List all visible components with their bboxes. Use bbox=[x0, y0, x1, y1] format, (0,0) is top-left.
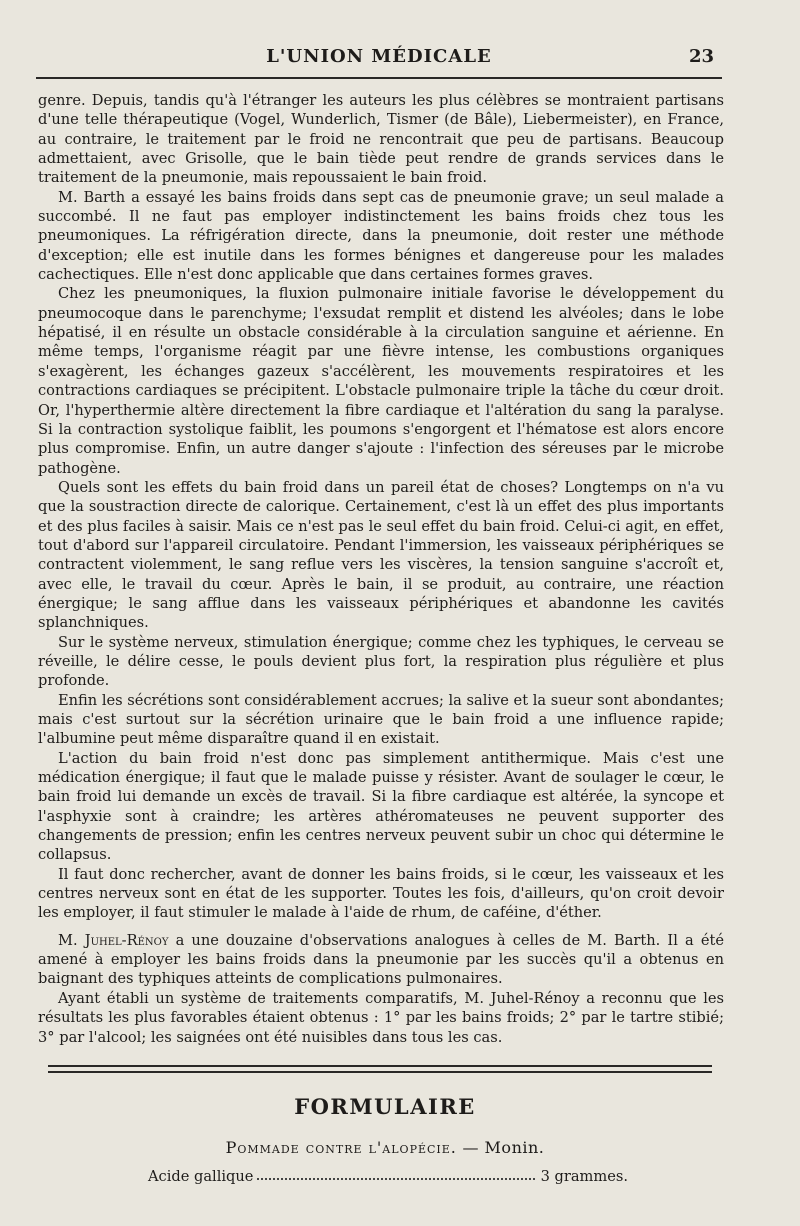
formula-name: Pommade contre l'alopécie. bbox=[225, 1138, 457, 1157]
article-body bbox=[38, 91, 724, 1047]
paragraph: Quels sont les effets du bain froid dans un pareil état de choses? Longtemps on n'a vu que la soustraction directe de calorique. Certainement, c'est là un effet des plus importants et des plus faciles à saisir. Mais ce n'est pas le seul effet du bain froid. Celui-ci agit, en effet, tout d'abord sur l'appareil circulatoire. Pendant l'immersion, les vaisseaux périphériques se contractent violemment, le sang reflue vers les viscères, la tension sanguine s'accroît et, avec elle, le travail du cœur. Après le bain, il se produit, au contraire, une réaction énergique; le sang afflue dans les vaisseaux périphériques et abandonne les cavités splanchniques. bbox=[38, 478, 724, 632]
paragraph: Enfin les sécrétions sont considérablement accrues; la salive et la sueur sont abondantes; mais c'est surtout sur la sécrétion urinaire que le bain froid a une influence rapide; l'albumine peut même disparaître quand il en existait. bbox=[38, 691, 724, 748]
header-rule bbox=[36, 77, 722, 79]
running-title: L'UNION MÉDICALE bbox=[266, 46, 492, 67]
section-title: FORMULAIRE bbox=[294, 1094, 476, 1119]
paragraph: L'action du bain froid n'est donc pas simplement antithermique. Mais c'est une médication énergique; il faut que le malade puisse y résister. Avant de soulager le cœur, le bain froid lui demande un excès de travail. Si la fibre cardiaque est altérée, la syncope et l'asphyxie sont à craindre; les artères athéromateuses ne peuvent supporter des changements de pression; enfin les centres nerveux peuvent subir un choc qui détermine le collapsus. bbox=[38, 749, 724, 864]
paragraph bbox=[38, 931, 724, 989]
paragraph: genre. Depuis, tandis qu'à l'étranger les auteurs les plus célèbres se montraient partisans d'une telle thérapeutique (Vogel, Wunderlich, Tismer (de Bâle), Liebermeister), en France, au contraire, le traitement par le froid ne rencontrait que peu de partisans. Beaucoup admettaient, avec Grisolle, que le bain tiède peut rendre de grands services dans le traitement de la pneumonie, mais repoussaient le bain froid. bbox=[38, 92, 724, 187]
paragraph-text: a une douzaine d'observations analogues à celles de M. Barth. Il a été amené à employer les bains froids dans la pneumonie par les succès qu'il a obtenus en baignant des typhiques atteints de complications pulmonaires. bbox=[38, 931, 724, 988]
paragraph: Ayant établi un système de traitements comparatifs, M. Juhel-Rénoy a reconnu que les résultats les plus favorables étaient obtenus : 1° par les bains froids; 2° par le tartre stibié; 3° par l'alcool; les saignées ont été nuisibles dans tous les cas. bbox=[38, 989, 724, 1046]
ingredient-line bbox=[148, 1168, 628, 1185]
formula-title bbox=[0, 1138, 770, 1157]
paragraph: Sur le système nerveux, stimulation énergique; comme chez les typhiques, le cerveau se réveille, le délire cesse, le pouls devient plus fort, la respiration plus régulière et plus profonde. bbox=[38, 633, 724, 690]
dot-leader bbox=[257, 1168, 534, 1180]
ingredient-quantity: 3 grammes. bbox=[540, 1168, 628, 1185]
ingredient-name: Acide gallique bbox=[148, 1168, 254, 1185]
paragraph: M. Barth a essayé les bains froids dans sept cas de pneumonie grave; un seul malade a succombé. Il ne faut pas employer indistinctement les bains froids chez tous les pneumoniques. La réfrigération directe, dans la pneumonie, doit rester une méthode d'exception; elle est inutile dans les formes bénignes et dangereuse pour les malades cachectiques. Elle n'est donc applicable que dans certaines formes graves. bbox=[38, 188, 724, 284]
paragraph: Il faut donc rechercher, avant de donner les bains froids, si le cœur, les vaisseaux et les centres nerveux sont en état de les supporter. Toutes les fois, d'ailleurs, qu'on croit devoir les employer, il faut stimuler le malade à l'aide de rhum, de caféine, d'éther. bbox=[38, 865, 724, 922]
running-header bbox=[36, 46, 722, 72]
author-name: M. Juhel-Rénoy bbox=[58, 931, 169, 949]
section-divider bbox=[48, 1065, 712, 1073]
paragraph: Chez les pneumoniques, la fluxion pulmonaire initiale favorise le développement du pneumocoque dans le parenchyme; l'exsudat remplit et distend les alvéoles; dans le lobe hépatisé, il en résulte un obstacle considérable à la circulation sanguine et aérienne. En même temps, l'organisme réagit par une fièvre intense, les combustions organiques s'exagèrent, les échanges gazeux s'accélèrent, les mouvements respiratoires et les contractions cardiaques se précipitent. L'obstacle pulmonaire triple la tâche du cœur droit. Or, l'hyperthermie altère directement la fibre cardiaque et l'altération du sang la paralyse. Si la contraction systolique faiblit, les poumons s'engorgent et l'hématose est alors encore plus compromise. Enfin, un autre danger s'ajoute : l'infection des séreuses par le microbe pathogène. bbox=[38, 285, 724, 477]
formula-author: Monin. bbox=[484, 1138, 545, 1157]
formula-dash: — bbox=[456, 1138, 485, 1157]
page-number: 23 bbox=[688, 46, 714, 67]
